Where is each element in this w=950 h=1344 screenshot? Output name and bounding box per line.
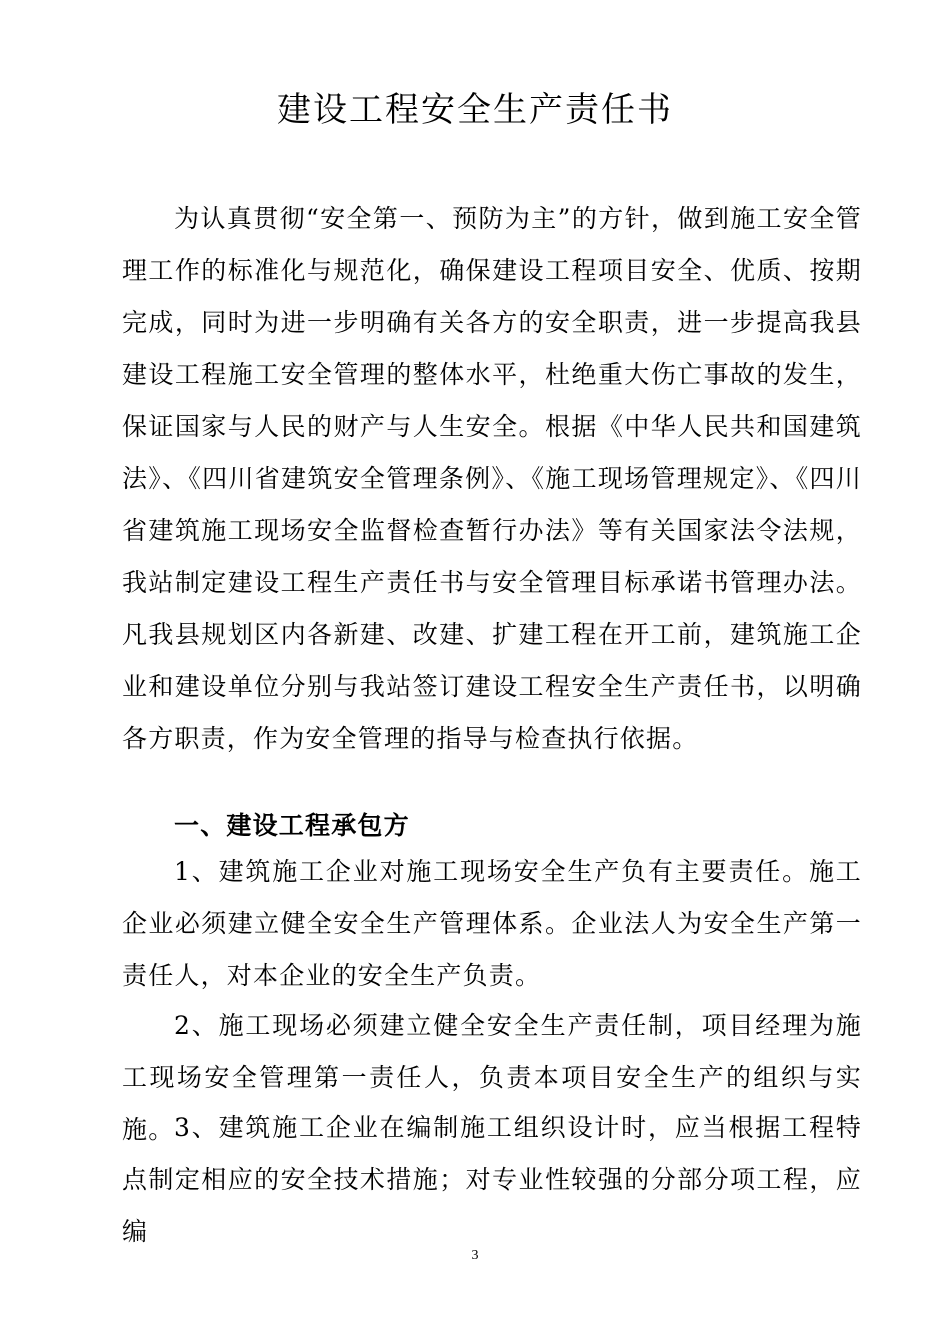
clause-1: 1、建筑施工企业对施工现场安全生产负有主要责任。施工企业必须建立健全安全生产管理体系。企业法人为安全生产第一责任人，对本企业的安全生产负责。 — [122, 857, 862, 990]
section-heading: 一、建设工程承包方 — [174, 811, 410, 840]
intro-paragraph: 为认真贯彻“安全第一、预防为主”的方针，做到施工安全管理工作的标准化与规范化，确保建设工程项目安全、优质、按期完成，同时为进一步明确有关各方的安全职责，进一步提高我县建设工程施工安全管理的整体水平，杜绝重大伤亡事故的发生，保证国家与人民的财产与人生安全。根据《中华人民共和国建筑法》、《四川省建筑安全管理条例》、《施工现场管理规定》、《四川省建筑施工现场安全监督检查暂行办法》等有关国家法令法规，我站制定建设工程生产责任书与安全管理目标承诺书管理办法。凡我县规划区内各新建、改建、扩建工程在开工前，建筑施工企业和建设单位分别与我站签订建设工程安全生产责任书，以明确各方职责，作为安全管理的指导与检查执行依据。 — [122, 204, 862, 753]
clause-3: 3、建筑施工企业在编制施工组织设计时，应当根据工程特点制定相应的安全技术措施；对专业性较强的分部分项工程，应编 — [122, 1113, 862, 1246]
clause-2: 2、施工现场必须建立健全安全生产责任制，项目经理为施工现场安全管理第一责任人，负责本项目安全生产的组织与实施。 — [122, 1011, 862, 1144]
document-title: 建设工程安全生产责任书 — [277, 90, 673, 130]
page-number: 3 — [471, 1248, 479, 1263]
